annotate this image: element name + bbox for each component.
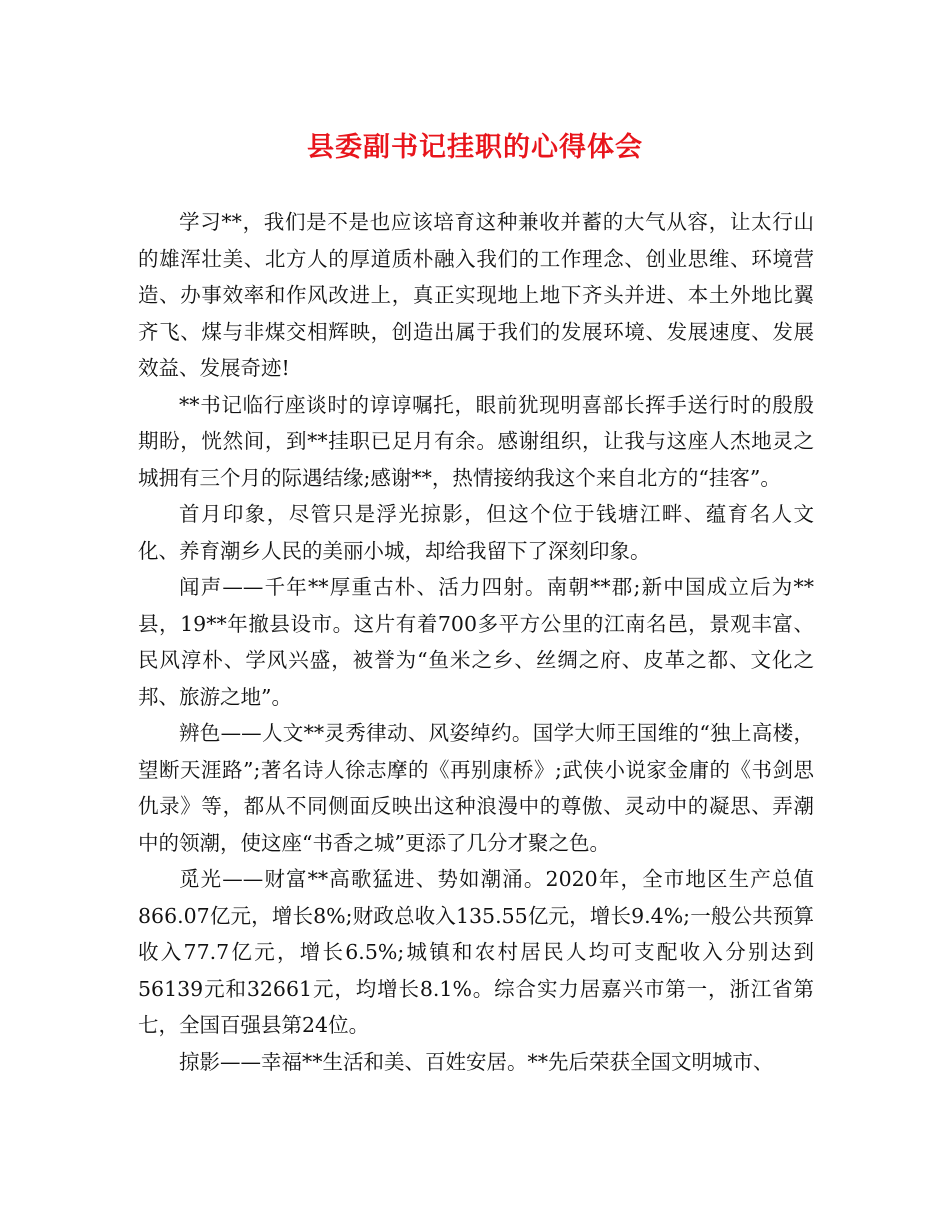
paragraph: 首月印象，尽管只是浮光掠影，但这个位于钱塘江畔、蕴育名人文化、养育潮乡人民的美丽小城，却给我留下了深刻印象。 xyxy=(138,502,814,563)
paragraph: 闻声——千年**厚重古朴、活力四射。南朝**郡;新中国成立后为**县，19**年撤县设市。这片有着700多平方公里的江南名邑，景观丰富、民风淳朴、学风兴盛，被誉为“鱼米之乡、丝绸之府、皮革之都、文化之邦、旅游之地”。 xyxy=(138,575,814,709)
document-body xyxy=(138,204,814,1080)
paragraph: 学习**，我们是不是也应该培育这种兼收并蓄的大气从容，让太行山的雄浑壮美、北方人的厚道质朴融入我们的工作理念、创业思维、环境营造、办事效率和作风改进上，真正实现地上地下齐头并进、本土外地比翼齐飞、煤与非煤交相辉映，创造出属于我们的发展环境、发展速度、发展效益、发展奇迹! xyxy=(138,210,814,380)
document-title: 县委副书记挂职的心得体会 xyxy=(307,132,643,163)
paragraph: **书记临行座谈时的谆谆嘱托，眼前犹现明喜部长挥手送行时的殷殷期盼，恍然间，到**挂职已足月有余。感谢组织，让我与这座人杰地灵之城拥有三个月的际遇结缘;感谢**，热情接纳我这个来自北方的“挂客”。 xyxy=(138,392,814,490)
paragraph: 觅光——财富**高歌猛进、势如潮涌。2020年，全市地区生产总值866.07亿元，增长8%;财政总收入135.55亿元，增长9.4%;一般公共预算收入77.7亿元，增长6.5%;城镇和农村居民人均可支配收入分别达到56139元和32661元，均增长8.1%。综合实力居嘉兴市第一，浙江省第七，全国百强县第24位。 xyxy=(138,867,814,1037)
paragraph: 掠影——幸福**生活和美、百姓安居。**先后荣获全国文明城市、 xyxy=(179,1049,774,1074)
paragraph: 辨色——人文**灵秀律动、风姿绰约。国学大师王国维的“独上高楼，望断天涯路”;著名诗人徐志摩的《再别康桥》;武侠小说家金庸的《书剑思仇录》等，都从不同侧面反映出这种浪漫中的尊傲、灵动中的凝思、弄潮中的领潮，使这座“书香之城”更添了几分才聚之色。 xyxy=(138,721,814,855)
